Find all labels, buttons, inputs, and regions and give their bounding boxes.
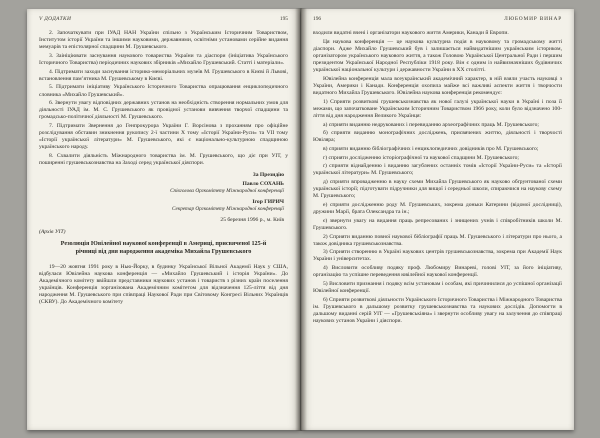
signature-date: 25 березня 1996 р., м. Київ [220,217,284,224]
page-left-body [39,30,288,307]
paragraph: 4. Підтримати заходи заснування історико-меморіальних музеїв М. Грушевського в Києві й Львові, встановлення пам’ятника М. Грушевському в Києві. [39,68,288,82]
page-left-header [39,16,288,22]
list-item: ґ) сприяти віднайденню і виданню загублених останніх томів «Історії України-Руси» та «Історії української літератури» М. Грушевського; [313,163,562,177]
list-item: 2) Сприяти виданню повної наукової бібліографії праць М. Грушевського і літератури про нього, а також довідника грушевськознавства. [313,233,562,247]
list-item: е) сприяти дослідженню роду М. Грушевських, зокрема доньки Катерини (відомої дослідниці), дружини Марії, брата Олександра та ін.; [313,202,562,216]
list-item: 5) Висловити признання і подяку всім установам і особам, які причинилися до успішної організації Ювілейної конференції. [313,280,562,294]
resolution-title: Резолюція Ювілейної наукової конференції в Америці, присвяченої 125-й річниці від дня народження академіка Михайла Грушевського [60,240,267,256]
list-item: а) сприяти виданню недрукованих і перевиданню археографічних праць М. Грушевського; [323,121,539,128]
page-number-right: 196 [313,16,322,22]
list-item: 4) Висловити особливу подяку проф. Любомиру Винареві, голові УІТ, за його ініціативу, організацію та успішне переведення ювілейної наукової конференції. [313,265,562,279]
page-left [27,9,300,430]
list-item: в) сприяти виданню бібліографічних і енциклопедичних довідників про М. Грушевського; [323,145,539,152]
signature-role: Секретар Оргкомітету Міжнародної конференції [171,206,284,213]
page-right [301,9,574,430]
paragraph: 3. Заініціювати заснування наукового товариства України та діаспори (ініціатива Українського Історичного Товариства) періодичних наукових збірників «Михайло Грушевський. Статті і матеріали». [39,52,288,66]
running-head-left: V ДОДАТКИ [39,16,72,22]
paragraph: 8. Схвалити діяльність Міжнародного товариства ім. М. Грушевського, що діє при УІТ, у поширенні грушевськознавства на Заході серед української діяспори. [39,153,288,167]
page-number-left: 195 [279,16,288,22]
page-right-content [301,9,574,430]
paragraph: 1) Сприяти розвиткові грушевськознавства як нової галузі української науки в Україні і поза її межами, що започатковане Українським Історичним Товариством 1966 року, коли було відзначено 100-ліття від дня народження Великого Українця: [313,98,562,119]
paragraph: 19—20 жовтня 1991 року в Нью-Йорку, в будинку Української Вільної Академії Наук у США, відбулася Ювілейна наукова конференція — «Михайло Грушевський і історія України». До Академічного комітету ввійшли представники наукових установ і товариств з різних країн поселення українців. Конференція зорганізована Академічним комітетом для відзначення 125-ліття від дня народження М. Грушевського при співпраці Наукової Ради при Світовому Конгресі Вільних Українців (СКВУ). До Академічного комітету [39,263,288,306]
signature-block [39,172,284,224]
list-item: г) сприяти дослідженню історіографічної та наукової спадщини М. Грушевського; [323,154,519,161]
signature-name: Павло СОХАНЬ [242,181,284,188]
list-item: 6) Сприяти розвиткові діяльности Українського Історичного Товариства і Міжнародного Товариства ім. Грушевського в дальшому розвитку грушевськознавства та наукових дослідів. Допомогти в дальшому виданні серій УІТ — «Грушевськіяна» і звернути особливу увагу на залучення до співпраці наукових установ України і діяспори. [313,296,562,324]
paragraph: входили видатні вчені і організатори наукового життя Америки, Канади й Европи. [313,30,509,36]
list-item: є) звернути увагу на видання праць репресованих і знищених учнів і співробітників школи М. Грушевського. [313,217,562,231]
signature-name: Ігор ГИРИЧ [252,199,284,206]
archive-note: (Архів УІТ) [39,229,66,236]
signature-intro: За Президію [252,172,284,179]
paragraph: 2. Започаткувати при ІУАД НАН України спільно з Українським Історичним Товариством, Інститутом історії України та іншими науковими, державними, освітніми установами серійне видання мемуарів та епістолярної спадщини М. Грушевського. [39,30,288,51]
signature-role: Співголова Оргкомітету Міжнародної конференції [170,188,284,195]
paragraph: 6. Звернути увагу відповідних державних установ на необхідність створення нормальних умов для діяльності ІУАД ім. М. С. Грушевського як провідної установи вивчення творчої спадщини та громадсько-політичної діяльності М. Грушевського. [39,100,288,121]
running-head-right: ЛЮБОМИР ВИНАР [504,16,562,22]
list-item: б) сприяти виданню монографічних досліджень, присвячених життю, діяльності і творчості Ювіляра; [313,130,562,144]
list-item: д) сприяти впровадженню в науку схеми Михайла Грушевського як науково обґрунтованої схеми української історії; підготувати підручники для вищої і середньої школи, спираючися на наукову схему М. Грушевського; [313,179,562,200]
paragraph: 7. Підтримати Звернення до Генпрокурора України Г. Ворсінова з проханням про офіційне розслідування обставин зникнення рукопису 2-ї частини X тому «Історії України-Руси» та VII тому «Історії української літератури» М. Грушевського, які є національно-культурною спадщиною українського народу. [39,123,288,151]
page-right-body [313,30,562,325]
paragraph: 5. Підтримати ініціативу Українського Історичного Товариства опрацювання енциклопедичного словника «Михайло Грушевський». [39,84,288,98]
list-item: 3) Сприяти створенню в Україні наукових центрів грушевськознавства, зокрема при Академії Наук України і університетах. [313,249,562,263]
paragraph: Ця наукова конференція — це наукова культурна подія в науковому та громадському житті діаспори. Адже Михайло Грушевський був і залишається найвидатнішим українським істориком, організатором українського наукового життя, а також Головою Української Центральної Ради і першим президентом Української Народної Республіки 1918 року. Він є одним із найвизначніших будівничих української національної культури і державности України в XX столітті. [313,38,562,74]
page-right-header [313,16,562,22]
page-left-content [27,9,300,430]
paragraph: Ювілейна конференція мала всеукраїнський академічний характер, в ній взяли участь науковці з України, Америки і Канади. Конференція охопила майже всі важливі аспекти життя і творчости видатного Михайла Грушевського. Ювілейна наукова конференція рекомендує: [313,75,562,96]
